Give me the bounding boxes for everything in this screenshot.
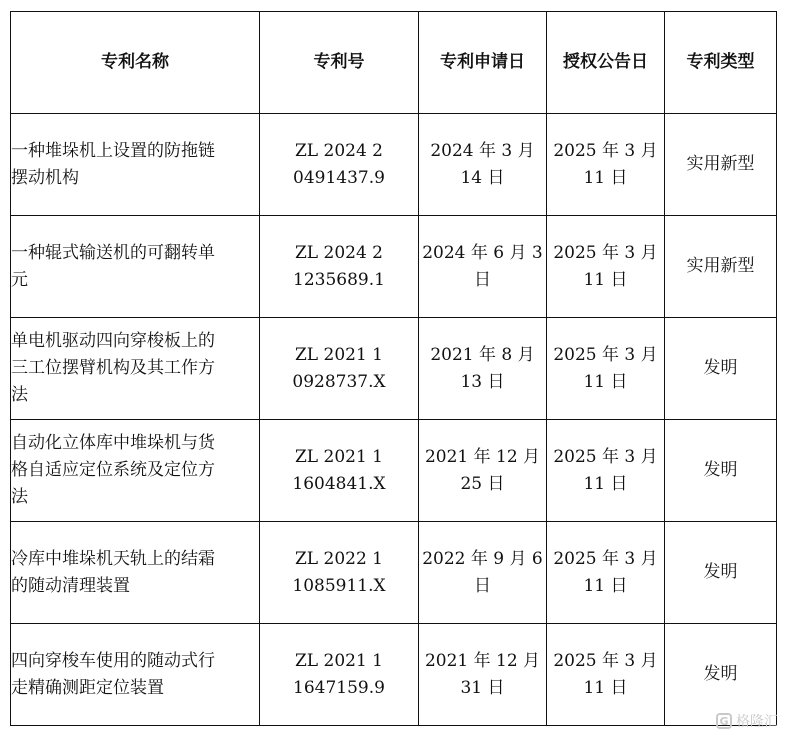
filing-date-cell-line: 2024 年 6 月 3 [422,242,543,263]
filing-date-cell [419,318,547,420]
grant-date-cell-line: 11 日 [583,575,628,596]
patent-name-cell-line: 自动化立体库中堆垛机与货 [11,433,215,453]
patent-name-cell-line: 摆动机构 [11,167,79,188]
patent-number-cell [260,114,419,216]
filing-date-cell-line: 31 日 [460,677,505,698]
filing-date-cell [419,114,547,216]
grant-date-cell [547,624,665,726]
filing-date-cell-line: 13 日 [460,371,505,392]
patent-type-cell: 实用新型 [665,216,777,318]
patent-name-cell-line: 格自适应定位系统及定位方 [11,460,215,480]
patent-name-cell-line: 冷库中堆垛机天轨上的结霜 [11,548,215,569]
filing-date-cell [419,216,547,318]
patent-name-cell [11,318,260,420]
patent-number-cell [260,420,419,522]
patent-name-cell-line: 一种辊式输送机的可翻转单 [11,242,215,263]
table-row [11,420,777,522]
grant-date-cell-line: 2025 年 3 月 [553,242,658,263]
filing-date-cell-line: 14 日 [460,167,505,188]
patent-number-cell-line: 1647159.9 [293,677,385,698]
filing-date-cell [419,522,547,624]
grant-date-cell [547,114,665,216]
patent-name-cell-line: 四向穿梭车使用的随动式行 [11,650,215,671]
patent-number-cell-line: 1235689.1 [293,269,385,290]
patent-name-cell [11,624,260,726]
patent-name-cell [11,420,260,522]
patent-number-cell-line: 1604841.X [292,473,386,494]
header-grant-date: 授权公告日 [547,12,665,114]
patent-type-cell: 发明 [665,318,777,420]
grant-date-cell [547,318,665,420]
filing-date-cell-line: 2021 年 12 月 [424,446,541,467]
patent-number-cell-line: ZL 2024 2 [295,242,383,263]
patent-name-cell-line: 单电机驱动四向穿梭板上的 [11,331,215,351]
patent-name-cell-line: 元 [11,269,28,290]
table-row [11,624,777,726]
patent-name-cell-line: 三工位摆臂机构及其工作方 [11,358,215,378]
header-filing-date: 专利申请日 [419,12,547,114]
grant-date-cell-line: 11 日 [583,167,628,188]
patent-type-cell: 发明 [665,522,777,624]
grant-date-cell-line: 11 日 [583,677,628,698]
table-row [11,522,777,624]
grant-date-cell [547,522,665,624]
grant-date-cell [547,216,665,318]
filing-date-cell-line: 2021 年 12 月 [424,650,541,671]
patent-name-cell [11,114,260,216]
table-row [11,114,777,216]
watermark-logo-icon: G [716,713,732,729]
filing-date-cell-line: 2024 年 3 月 [430,140,535,161]
grant-date-cell-line: 2025 年 3 月 [553,548,658,569]
filing-date-cell-line: 日 [474,269,491,290]
filing-date-cell-line: 2021 年 8 月 [430,344,535,365]
patent-table [10,11,777,726]
patent-name-cell-line: 法 [11,487,28,507]
patent-type-cell: 实用新型 [665,114,777,216]
patent-type-cell: 发明 [665,624,777,726]
patent-number-cell-line: 1085911.X [292,575,386,596]
patent-number-cell [260,522,419,624]
patent-number-cell [260,318,419,420]
patent-number-cell [260,624,419,726]
grant-date-cell [547,420,665,522]
header-patent-number: 专利号 [260,12,419,114]
patent-name-cell [11,522,260,624]
grant-date-cell-line: 11 日 [583,371,628,392]
header-row [11,12,777,114]
filing-date-cell-line: 2022 年 9 月 6 [422,548,543,569]
patent-number-cell-line: ZL 2021 1 [295,446,383,467]
filing-date-cell [419,420,547,522]
watermark-text: 格隆汇 [736,714,778,730]
grant-date-cell-line: 2025 年 3 月 [553,650,658,671]
patent-name-cell [11,216,260,318]
patent-name-cell-line: 走精确测距定位装置 [11,677,164,698]
filing-date-cell-line: 25 日 [460,473,505,494]
patent-number-cell-line: 0491437.9 [293,167,385,188]
patent-name-cell-line: 一种堆垛机上设置的防拖链 [11,140,215,161]
filing-date-cell-line: 日 [474,575,491,596]
grant-date-cell-line: 2025 年 3 月 [553,344,658,365]
patent-number-cell-line: ZL 2021 1 [295,650,383,671]
patent-name-cell-line: 的随动清理装置 [11,575,130,596]
patent-number-cell-line: 0928737.X [292,371,386,392]
grant-date-cell-line: 11 日 [583,473,628,494]
patent-type-cell: 发明 [665,420,777,522]
grant-date-cell-line: 2025 年 3 月 [553,140,658,161]
header-patent-type: 专利类型 [665,12,777,114]
grant-date-cell-line: 11 日 [583,269,628,290]
patent-number-cell-line: ZL 2024 2 [295,140,383,161]
table-row [11,216,777,318]
patent-name-cell-line: 法 [11,385,28,405]
patent-number-cell-line: ZL 2021 1 [295,344,383,365]
patent-number-cell [260,216,419,318]
watermark [716,711,778,731]
table-row [11,318,777,420]
grant-date-cell-line: 2025 年 3 月 [553,446,658,467]
header-patent-name: 专利名称 [11,12,260,114]
patent-number-cell-line: ZL 2022 1 [295,548,383,569]
filing-date-cell [419,624,547,726]
